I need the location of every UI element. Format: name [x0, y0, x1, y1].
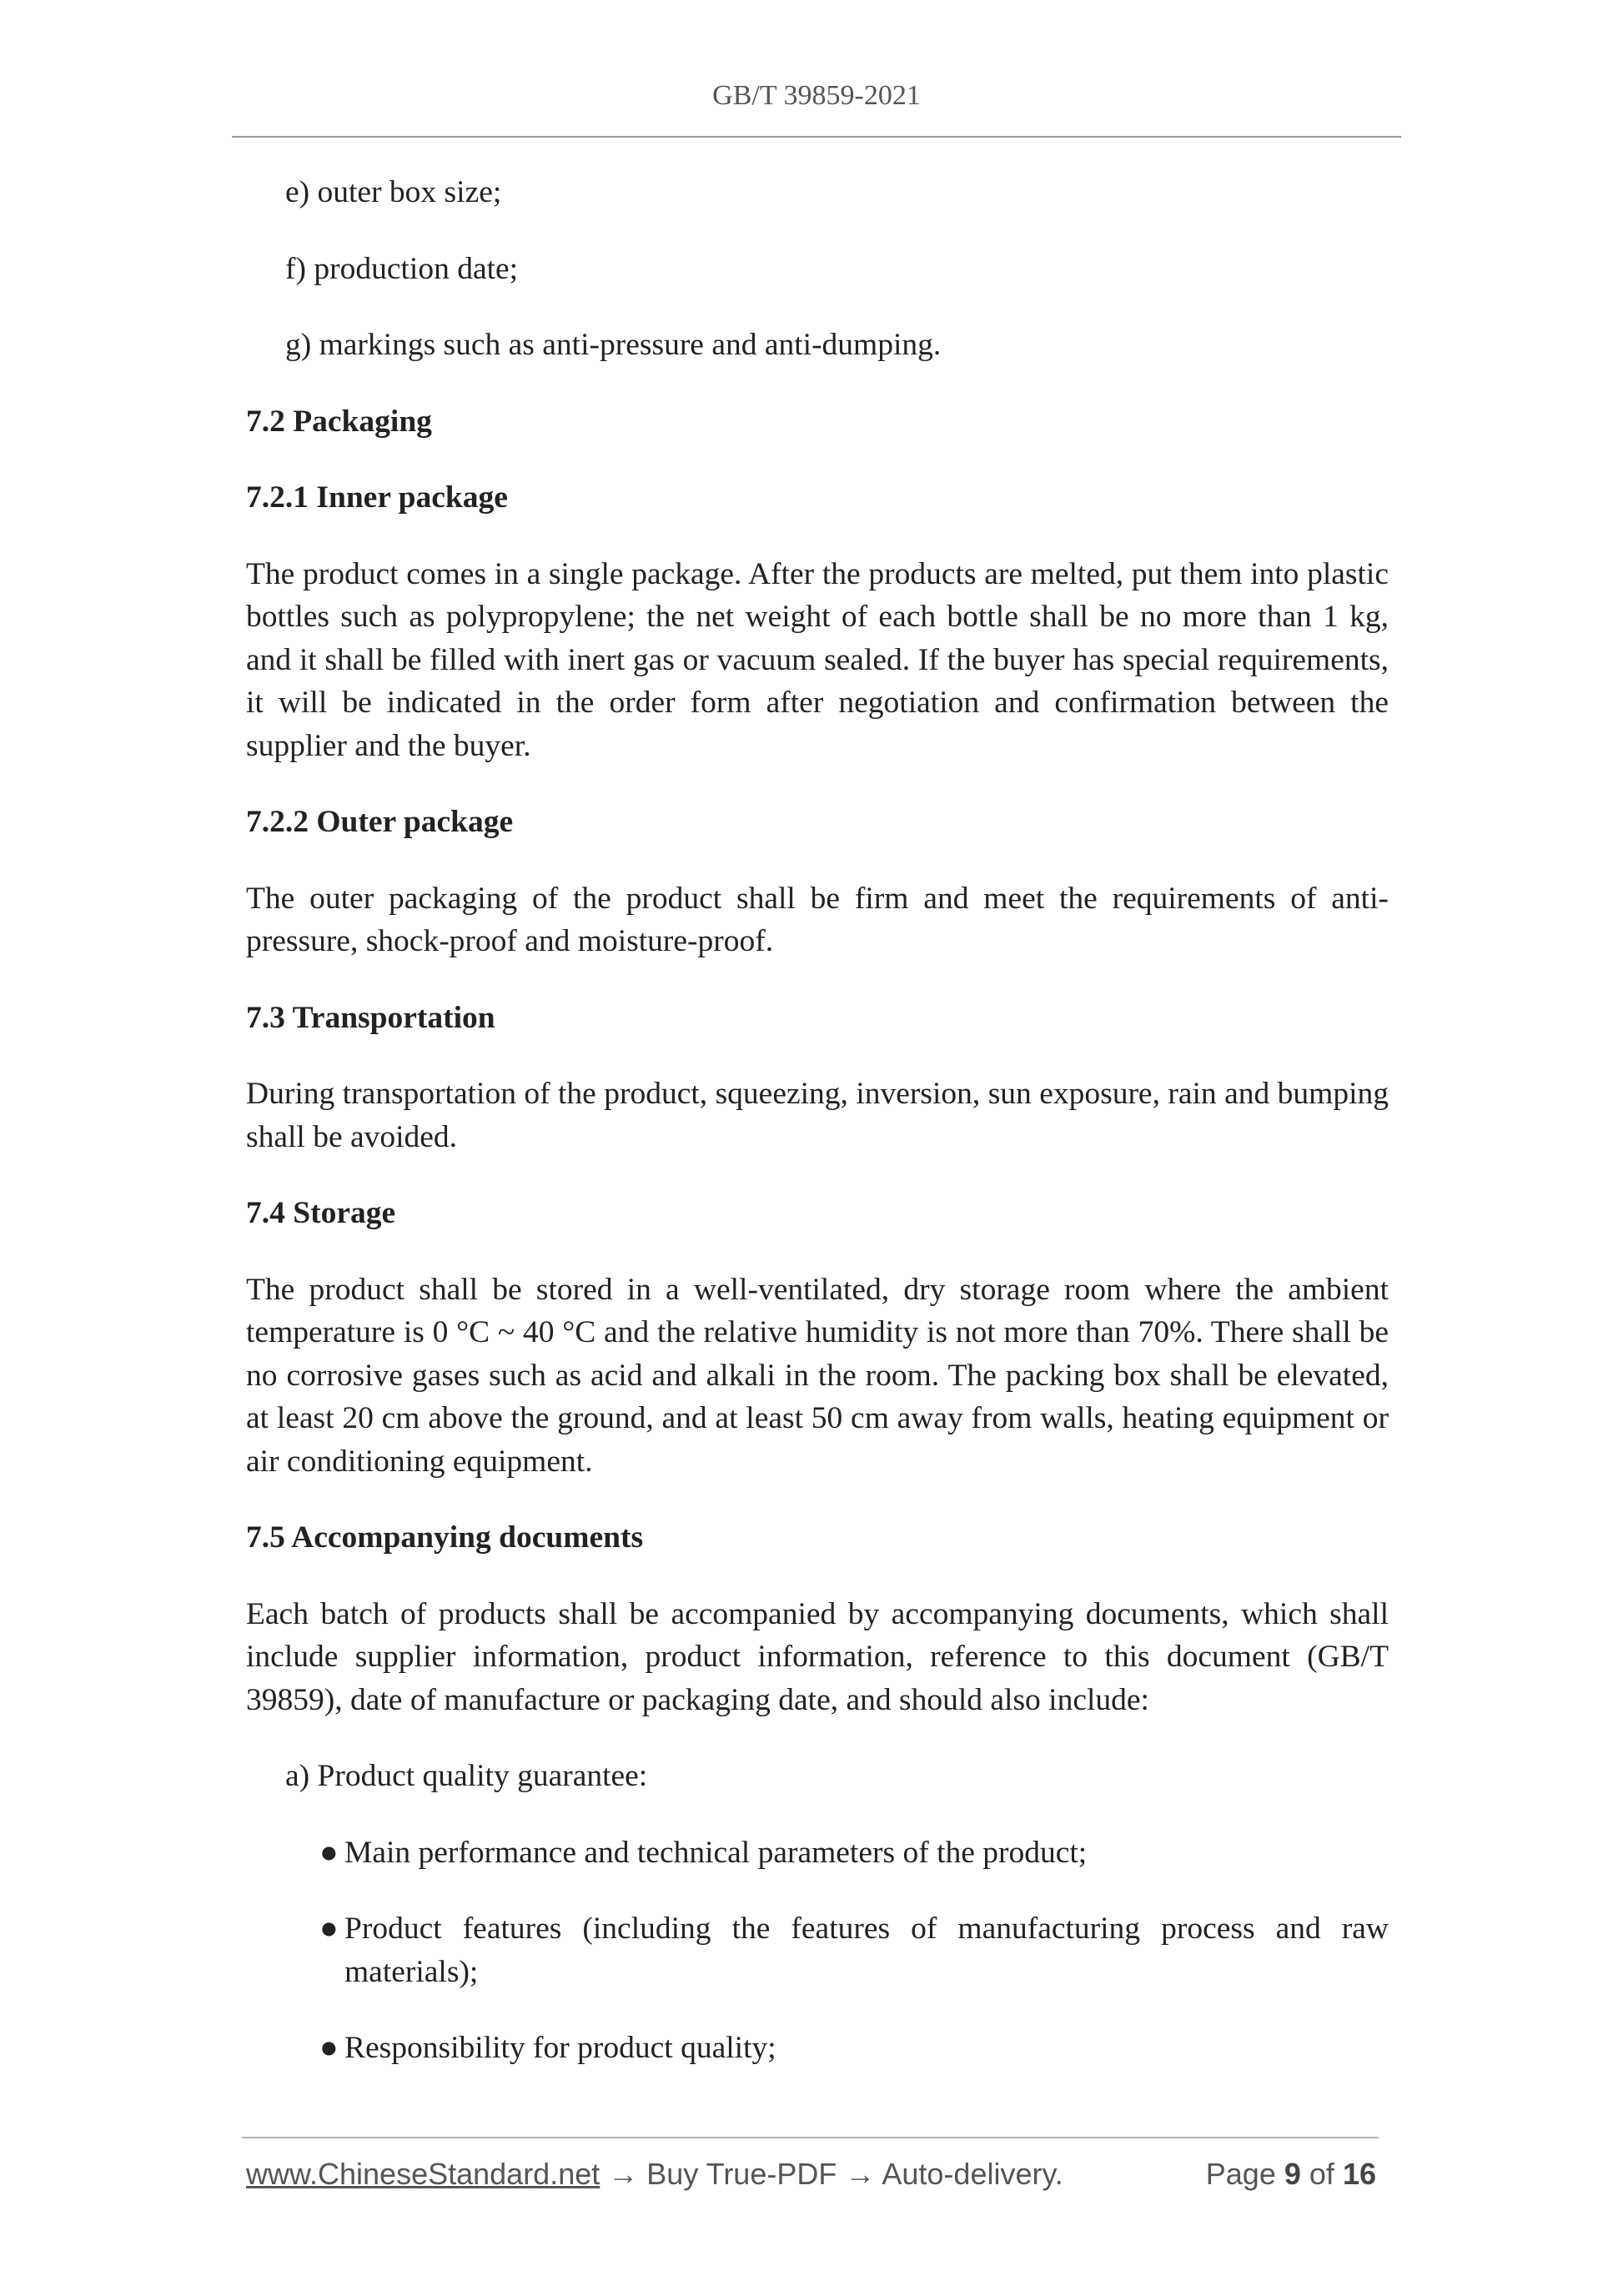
- bullet-icon: ●: [319, 1835, 339, 1870]
- paragraph-inner-package: The product comes in a single package. After the products are melted, put them into plastic bottles such as polypropylene; the net weight of each bottle shall be no more than 1 kg, and it shall be filled with inert gas or vacuum sealed. If the buyer has special requirements, it will be indicated in the order form after negotiation and confirmation between the supplier and the buyer.: [246, 556, 1389, 763]
- paragraph-accompanying-documents: Each batch of products shall be accompanied by accompanying documents, which shall include supplier information, product information, reference to this document (GB/T 39859), date of manufacture or packaging date, and should also include:: [246, 1596, 1389, 1717]
- bullet-icon: ●: [319, 1912, 339, 1946]
- bullet-item: [246, 2027, 1389, 2070]
- page-number: 9: [1284, 2157, 1301, 2191]
- bullet-text: Product features (including the features of manufacturing process and raw materials);: [344, 1912, 1389, 1989]
- header-divider: [232, 136, 1401, 138]
- buy-text: Buy True-PDF: [646, 2157, 837, 2191]
- bullet-item: [246, 1907, 1389, 1993]
- list-item-a: a) Product quality guarantee:: [285, 1759, 648, 1793]
- of-label: of: [1309, 2157, 1334, 2191]
- total-pages: 16: [1342, 2157, 1376, 2191]
- page-counter: [1206, 2157, 1376, 2192]
- paragraph-outer-package: The outer packaging of the product shall be firm and meet the requirements of anti-pressure, shock-proof and moisture-proof.: [246, 881, 1389, 958]
- bullet-icon: ●: [319, 2031, 339, 2065]
- footer-divider: [242, 2137, 1379, 2138]
- bullet-text: Responsibility for product quality;: [344, 2031, 776, 2065]
- list-item-g: g) markings such as anti-pressure and anti-dumping.: [285, 328, 942, 362]
- heading-7-2-2: 7.2.2 Outer package: [246, 805, 514, 839]
- page-body: [246, 171, 1389, 2103]
- heading-7-3: 7.3 Transportation: [246, 1000, 495, 1035]
- arrow-right-icon: →: [608, 2157, 639, 2191]
- heading-7-2: 7.2 Packaging: [246, 404, 432, 439]
- paragraph-transportation: During transportation of the product, squeezing, inversion, sun exposure, rain and bumping shall be avoided.: [246, 1077, 1389, 1154]
- heading-7-2-1: 7.2.1 Inner package: [246, 480, 508, 515]
- bullet-item: [246, 1831, 1389, 1875]
- website-link[interactable]: www.ChineseStandard.net: [246, 2157, 600, 2191]
- paragraph-storage: The product shall be stored in a well-ventilated, dry storage room where the ambient temperature is 0 °C ~ 40 °C and the relative humidity is not more than 70%. There shall be no corrosive gases such as acid and alkali in the room. The packing box shall be elevated, at least 20 cm above the ground, and at least 50 cm away from walls, heating equipment or air conditioning equipment.: [246, 1272, 1389, 1479]
- heading-7-5: 7.5 Accompanying documents: [246, 1520, 644, 1555]
- list-item-f: f) production date;: [285, 251, 519, 286]
- page-label: Page: [1205, 2157, 1276, 2191]
- delivery-text: Auto-delivery.: [882, 2157, 1063, 2191]
- running-header: GB/T 39859-2021: [712, 80, 921, 111]
- page-footer: [246, 2157, 1376, 2192]
- bullet-text: Main performance and technical parameters of the product;: [344, 1835, 1088, 1870]
- heading-7-4: 7.4 Storage: [246, 1196, 396, 1230]
- arrow-right-icon: →: [845, 2157, 876, 2191]
- list-item-e: e) outer box size;: [285, 175, 502, 209]
